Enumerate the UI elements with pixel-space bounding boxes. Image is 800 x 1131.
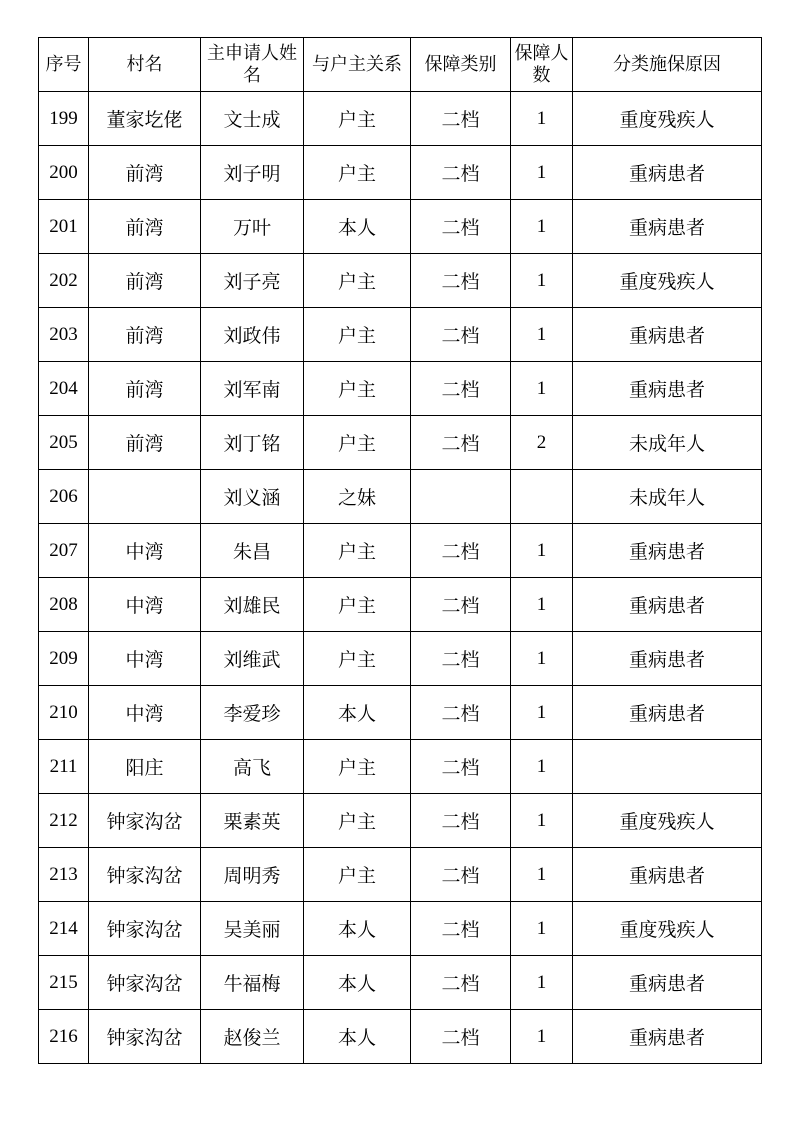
cell-relation: 本人 [304,956,411,1010]
cell-relation: 户主 [304,524,411,578]
cell-village: 阳庄 [89,740,201,794]
cell-relation: 户主 [304,848,411,902]
cell-applicant-name: 李爱珍 [201,686,304,740]
cell-reason: 重度残疾人 [573,92,762,146]
cell-count: 1 [511,740,573,794]
cell-relation: 户主 [304,794,411,848]
cell-reason: 重病患者 [573,848,762,902]
cell-seq: 207 [39,524,89,578]
header-count: 保障人数 [511,38,573,92]
cell-seq: 212 [39,794,89,848]
table-row [39,848,762,902]
cell-category: 二档 [411,200,511,254]
table-row [39,632,762,686]
cell-village: 前湾 [89,200,201,254]
cell-reason: 重病患者 [573,686,762,740]
cell-applicant-name: 文士成 [201,92,304,146]
table-body [39,92,762,1064]
cell-applicant-name: 万叶 [201,200,304,254]
cell-seq: 203 [39,308,89,362]
table-row [39,362,762,416]
header-reason: 分类施保原因 [573,38,762,92]
cell-count: 1 [511,902,573,956]
table-row [39,308,762,362]
cell-seq: 211 [39,740,89,794]
cell-category: 二档 [411,794,511,848]
cell-reason: 重度残疾人 [573,902,762,956]
table-row [39,1010,762,1064]
cell-applicant-name: 刘子亮 [201,254,304,308]
cell-count: 1 [511,362,573,416]
cell-category: 二档 [411,686,511,740]
cell-seq: 200 [39,146,89,200]
cell-seq: 201 [39,200,89,254]
cell-applicant-name: 刘义涵 [201,470,304,524]
cell-relation: 户主 [304,254,411,308]
cell-applicant-name: 赵俊兰 [201,1010,304,1064]
table-row [39,578,762,632]
cell-count [511,470,573,524]
cell-category: 二档 [411,632,511,686]
cell-relation: 户主 [304,362,411,416]
cell-category: 二档 [411,578,511,632]
cell-reason: 重病患者 [573,1010,762,1064]
cell-village: 前湾 [89,146,201,200]
cell-village: 前湾 [89,254,201,308]
cell-count: 1 [511,254,573,308]
cell-applicant-name: 刘政伟 [201,308,304,362]
cell-seq: 215 [39,956,89,1010]
table-row [39,470,762,524]
cell-category: 二档 [411,956,511,1010]
cell-village: 中湾 [89,686,201,740]
cell-count: 1 [511,146,573,200]
cell-relation: 户主 [304,308,411,362]
table-row [39,254,762,308]
cell-count: 1 [511,308,573,362]
cell-category: 二档 [411,146,511,200]
cell-village: 中湾 [89,524,201,578]
cell-category: 二档 [411,740,511,794]
cell-applicant-name: 牛福梅 [201,956,304,1010]
table-row [39,902,762,956]
table-row [39,92,762,146]
cell-applicant-name: 刘军南 [201,362,304,416]
cell-reason: 未成年人 [573,470,762,524]
cell-relation: 本人 [304,1010,411,1064]
cell-village: 中湾 [89,632,201,686]
table-row [39,956,762,1010]
table-row [39,200,762,254]
cell-seq: 210 [39,686,89,740]
cell-village: 前湾 [89,362,201,416]
cell-relation: 户主 [304,740,411,794]
cell-seq: 205 [39,416,89,470]
cell-relation: 之妹 [304,470,411,524]
cell-count: 1 [511,794,573,848]
header-category: 保障类别 [411,38,511,92]
cell-reason: 重度残疾人 [573,794,762,848]
cell-count: 2 [511,416,573,470]
cell-reason: 重病患者 [573,308,762,362]
cell-category: 二档 [411,308,511,362]
cell-category: 二档 [411,416,511,470]
cell-count: 1 [511,578,573,632]
cell-applicant-name: 周明秀 [201,848,304,902]
cell-category: 二档 [411,254,511,308]
cell-relation: 户主 [304,632,411,686]
assistance-roster-table [38,37,762,1064]
table-row [39,794,762,848]
cell-category: 二档 [411,362,511,416]
table-row [39,686,762,740]
cell-category [411,470,511,524]
header-applicant: 主申请人姓名 [201,38,304,92]
cell-relation: 户主 [304,416,411,470]
cell-reason: 重病患者 [573,956,762,1010]
cell-applicant-name: 高飞 [201,740,304,794]
cell-count: 1 [511,686,573,740]
cell-reason: 未成年人 [573,416,762,470]
cell-relation: 户主 [304,146,411,200]
cell-applicant-name: 吴美丽 [201,902,304,956]
cell-reason: 重病患者 [573,524,762,578]
cell-village [89,470,201,524]
cell-reason: 重病患者 [573,578,762,632]
cell-village: 中湾 [89,578,201,632]
cell-village: 董家圪佬 [89,92,201,146]
cell-village: 钟家沟岔 [89,956,201,1010]
cell-relation: 户主 [304,92,411,146]
cell-seq: 208 [39,578,89,632]
table-row [39,146,762,200]
cell-reason: 重病患者 [573,362,762,416]
table-row [39,740,762,794]
cell-applicant-name: 朱昌 [201,524,304,578]
cell-village: 钟家沟岔 [89,848,201,902]
cell-count: 1 [511,524,573,578]
cell-count: 1 [511,200,573,254]
cell-reason: 重病患者 [573,146,762,200]
cell-village: 前湾 [89,308,201,362]
cell-applicant-name: 刘子明 [201,146,304,200]
cell-count: 1 [511,848,573,902]
cell-reason: 重病患者 [573,632,762,686]
cell-reason [573,740,762,794]
cell-category: 二档 [411,1010,511,1064]
cell-village: 钟家沟岔 [89,794,201,848]
cell-count: 1 [511,632,573,686]
cell-village: 钟家沟岔 [89,1010,201,1064]
cell-category: 二档 [411,524,511,578]
cell-applicant-name: 刘丁铭 [201,416,304,470]
cell-seq: 202 [39,254,89,308]
cell-seq: 209 [39,632,89,686]
header-village: 村名 [89,38,201,92]
cell-relation: 本人 [304,686,411,740]
cell-seq: 204 [39,362,89,416]
cell-village: 钟家沟岔 [89,902,201,956]
cell-count: 1 [511,1010,573,1064]
header-relation: 与户主关系 [304,38,411,92]
cell-category: 二档 [411,848,511,902]
cell-seq: 199 [39,92,89,146]
table-row [39,416,762,470]
cell-count: 1 [511,92,573,146]
cell-seq: 206 [39,470,89,524]
header-seq: 序号 [39,38,89,92]
cell-category: 二档 [411,902,511,956]
cell-applicant-name: 栗素英 [201,794,304,848]
cell-relation: 本人 [304,902,411,956]
table-row [39,524,762,578]
cell-seq: 216 [39,1010,89,1064]
table-header-row [39,38,762,92]
cell-applicant-name: 刘维武 [201,632,304,686]
cell-count: 1 [511,956,573,1010]
cell-seq: 214 [39,902,89,956]
cell-village: 前湾 [89,416,201,470]
cell-applicant-name: 刘雄民 [201,578,304,632]
cell-category: 二档 [411,92,511,146]
cell-relation: 户主 [304,578,411,632]
cell-relation: 本人 [304,200,411,254]
cell-reason: 重度残疾人 [573,254,762,308]
cell-reason: 重病患者 [573,200,762,254]
cell-seq: 213 [39,848,89,902]
